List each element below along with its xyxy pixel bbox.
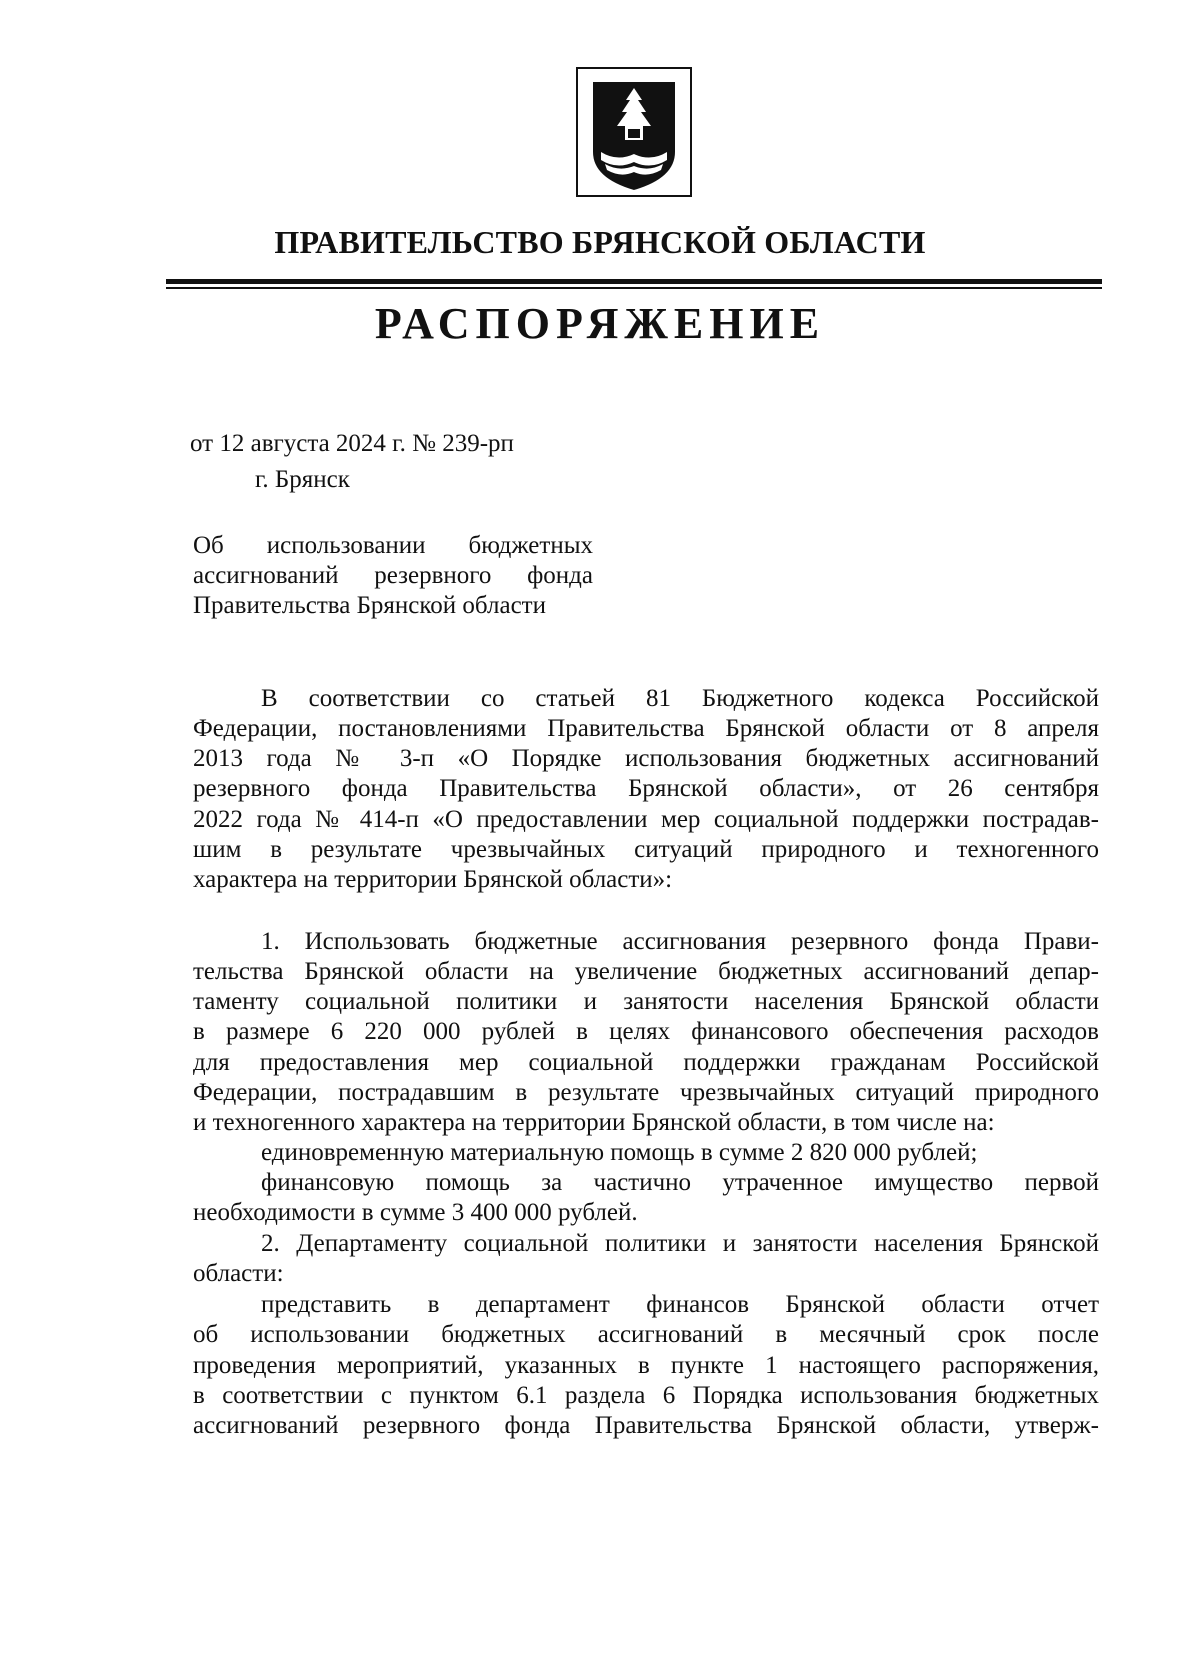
body-line: области:: [193, 1260, 284, 1287]
body-line: таменту социальной политики и занятости населения Брянской области: [193, 988, 1099, 1015]
body-line: для предоставления мер социальной поддержки гражданам Российской: [193, 1049, 1099, 1076]
subject-line: ассигнований резервного фонда: [193, 562, 593, 589]
body-line: 2022 года № 414-п «О предоставлении мер социальной поддержки пострадав-: [193, 806, 1099, 833]
body-line: об использовании бюджетных ассигнований в месячный срок после: [193, 1321, 1099, 1348]
body-line: резервного фонда Правительства Брянской области», от 26 сентября: [193, 775, 1099, 802]
body-line: 2. Департаменту социальной политики и занятости населения Брянской: [261, 1230, 1099, 1257]
government-title: ПРАВИТЕЛЬСТВО БРЯНСКОЙ ОБЛАСТИ: [274, 224, 926, 260]
date-and-number: от 12 августа 2024 г. № 239-рп: [190, 430, 514, 457]
coat-of-arms-emblem: [575, 66, 693, 198]
subject-line: Об использовании бюджетных: [193, 532, 593, 559]
body-line: 1. Использовать бюджетные ассигнования резервного фонда Прави-: [261, 928, 1099, 955]
body-line: финансовую помощь за частично утраченное имущество первой: [261, 1169, 1099, 1196]
body-line: единовременную материальную помощь в сумме 2 820 000 рублей;: [261, 1139, 978, 1166]
body-line: ассигнований резервного фонда Правительства Брянской области, утверж-: [193, 1412, 1099, 1439]
body-line: 2013 года № 3-п «О Порядке использования бюджетных ассигнований: [193, 745, 1099, 772]
body-line: тельства Брянской области на увеличение бюджетных ассигнований депар-: [193, 958, 1099, 985]
body-line: характера на территории Брянской области»:: [193, 866, 673, 893]
body-line: в размере 6 220 000 рублей в целях финансового обеспечения расходов: [193, 1018, 1099, 1045]
body-line: В соответствии со статьей 81 Бюджетного кодекса Российской: [261, 685, 1099, 712]
body-line: Федерации, пострадавшим в результате чрезвычайных ситуаций природного: [193, 1079, 1099, 1106]
body-line: проведения мероприятий, указанных в пункте 1 настоящего распоряжения,: [193, 1352, 1099, 1379]
document-type-heading: РАСПОРЯЖЕНИЕ: [374, 299, 826, 348]
body-line: Федерации, постановлениями Правительства Брянской области от 8 апреля: [193, 715, 1099, 742]
header-rule-thick: [166, 279, 1102, 284]
body-line: необходимости в сумме 3 400 000 рублей.: [193, 1199, 638, 1226]
subject-line: Правительства Брянской области: [193, 592, 546, 619]
body-line: и техногенного характера на территории Брянской области, в том числе на:: [193, 1109, 995, 1136]
body-line: шим в результате чрезвычайных ситуаций природного и техногенного: [193, 836, 1099, 863]
city-line: г. Брянск: [255, 466, 350, 493]
body-line: представить в департамент финансов Брянской области отчет: [261, 1291, 1099, 1318]
body-line: в соответствии с пунктом 6.1 раздела 6 Порядка использования бюджетных: [193, 1382, 1099, 1409]
header-rule-thin: [166, 287, 1102, 289]
